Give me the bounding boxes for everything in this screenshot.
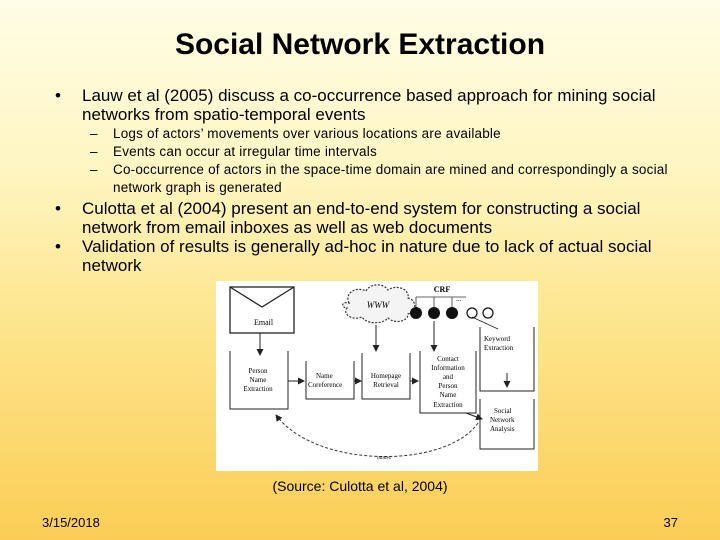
bullet-marker: • xyxy=(55,237,61,256)
svg-text:Social: Social xyxy=(494,407,512,415)
svg-text:Contact: Contact xyxy=(437,355,459,363)
crf-graph xyxy=(410,285,493,319)
person-name-extraction-box xyxy=(230,351,288,409)
svg-text:and: and xyxy=(442,373,454,381)
svg-text:Person: Person xyxy=(248,367,268,375)
svg-text:Extraction: Extraction xyxy=(433,401,463,409)
svg-text:Coreference: Coreference xyxy=(308,381,343,389)
figure-caption: (Source: Culotta et al, 2004) xyxy=(272,478,448,494)
www-cloud xyxy=(343,285,415,323)
bullet-2 xyxy=(0,199,720,239)
sub-bullet-2-text: Events can occur at irregular time intervals xyxy=(113,144,377,159)
svg-text:Person: Person xyxy=(438,382,458,390)
svg-text:Retrieval: Retrieval xyxy=(373,381,399,389)
sub-bullet-3-text: Co-occurrence of actors in the space-time domain are mined and correspondingly a social network graph is generated xyxy=(113,162,668,195)
sub-bullet-marker: – xyxy=(90,144,98,159)
sub-bullet-marker: – xyxy=(90,162,98,177)
svg-text:Extraction: Extraction xyxy=(243,385,273,393)
svg-text:Information: Information xyxy=(431,364,465,372)
svg-text:Network: Network xyxy=(490,416,515,424)
crf-label: CRF xyxy=(433,285,451,294)
cloud-label: WWW xyxy=(366,300,390,310)
slide-title: Social Network Extraction xyxy=(174,28,546,61)
crf-node xyxy=(483,308,493,318)
svg-text:Analysis: Analysis xyxy=(490,425,515,433)
bullet-1-text: Lauw et al (2005) discuss a co-occurrence based approach for mining social networks from spatio-temporal events xyxy=(82,86,656,124)
svg-text:Name: Name xyxy=(249,376,267,384)
footer-date: 3/15/2018 xyxy=(42,515,100,530)
homepage-retrieval-box xyxy=(362,353,410,399)
bullet-marker: • xyxy=(55,86,61,105)
sub-bullet-1-text: Logs of actors’ movements over various locations are available xyxy=(113,126,501,141)
system-diagram-figure xyxy=(216,281,538,471)
svg-text:Name: Name xyxy=(439,391,457,399)
feedback-label: names xyxy=(376,455,392,461)
crf-node xyxy=(428,307,440,319)
social-network-analysis-box xyxy=(480,399,534,449)
svg-text:...: ... xyxy=(456,295,462,303)
bullet-2-text: Culotta et al (2004) present an end-to-end system for constructing a social network from email inboxes as well as web documents xyxy=(82,199,641,237)
bullet-1 xyxy=(0,86,720,126)
sub-bullet-marker: – xyxy=(90,126,98,141)
crf-node xyxy=(410,307,422,319)
bullet-3-text: Validation of results is generally ad-hoc in nature due to lack of actual social network xyxy=(82,237,652,275)
email-label: Email xyxy=(254,318,274,327)
email-envelope xyxy=(230,287,294,333)
contact-information-box xyxy=(420,351,476,413)
page-number: 37 xyxy=(663,515,678,530)
name-coreference-box xyxy=(306,361,354,399)
svg-text:Homepage: Homepage xyxy=(370,372,402,380)
bullet-3 xyxy=(0,237,720,277)
svg-text:Name: Name xyxy=(316,372,333,380)
svg-text:Keyword: Keyword xyxy=(484,335,511,343)
crf-node xyxy=(467,308,477,318)
bullet-marker: • xyxy=(55,199,61,218)
crf-node xyxy=(446,307,458,319)
system-diagram xyxy=(216,281,538,471)
svg-text:Extraction: Extraction xyxy=(484,344,514,352)
